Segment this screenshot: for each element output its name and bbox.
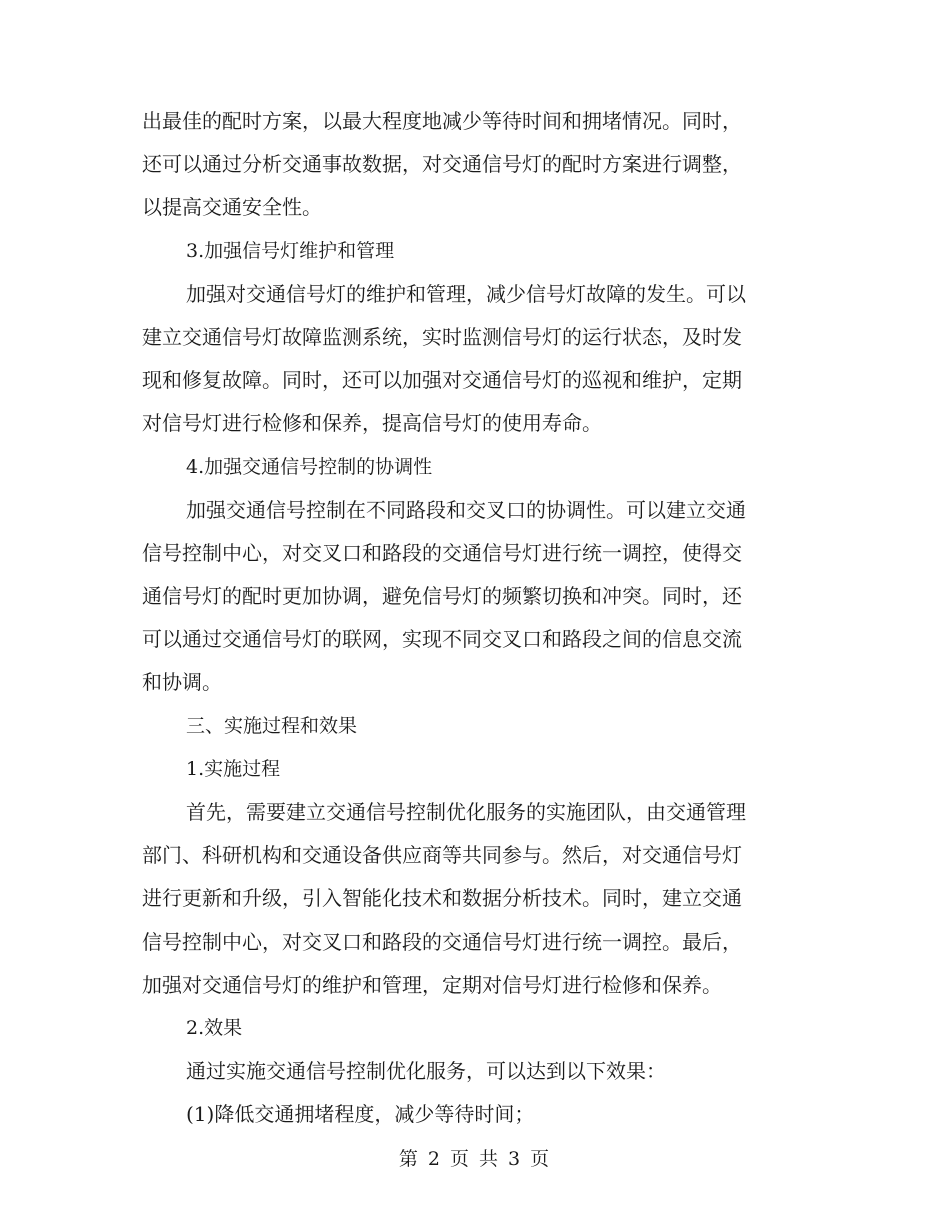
document-body: [142, 100, 807, 1137]
section-heading: 4.加强交通信号控制的协调性: [186, 455, 433, 478]
text-line: 以提高交通安全性。: [142, 195, 322, 220]
section-heading: 1.实施过程: [186, 757, 281, 780]
text-line: 对信号灯进行检修和保养，提高信号灯的使用寿命。: [142, 411, 602, 436]
text-line: 信号控制中心，对交叉口和路段的交通信号灯进行统一调控，使得交: [142, 540, 742, 565]
text-line: 出最佳的配时方案，以最大程度地减少等待时间和拥堵情况。同时，: [142, 109, 742, 133]
chapter-heading: 三、实施过程和效果: [186, 714, 358, 737]
text-line: 加强对交通信号灯的维护和管理，减少信号灯故障的发生。可以: [186, 281, 746, 306]
section-heading: 2.效果: [186, 1016, 243, 1039]
section-heading: 3.加强信号灯维护和管理: [186, 239, 395, 262]
text-line: 进行更新和升级，引入智能化技术和数据分析技术。同时，建立交通: [142, 886, 742, 911]
list-item: (1)降低交通拥堵程度，减少等待时间；: [186, 1102, 535, 1127]
text-line: 通信号灯的配时更加协调，避免信号灯的频繁切换和冲突。同时，还: [142, 584, 742, 609]
text-line: 可以通过交通信号灯的联网，实现不同交叉口和路段之间的信息交流: [142, 627, 742, 652]
text-line: 建立交通信号灯故障监测系统，实时监测信号灯的运行状态，及时发: [142, 324, 742, 349]
text-line: 和协调。: [142, 670, 222, 695]
text-line: 现和修复故障。同时，还可以加强对交通信号灯的巡视和维护，定期: [142, 368, 742, 393]
text-line: 加强交通信号控制在不同路段和交叉口的协调性。可以建立交通: [186, 497, 746, 522]
text-line: 通过实施交通信号控制优化服务，可以达到以下效果：: [186, 1059, 666, 1084]
text-line: 部门、科研机构和交通设备供应商等共同参与。然后，对交通信号灯: [142, 843, 742, 868]
text-line: 信号控制中心，对交叉口和路段的交通信号灯进行统一调控。最后，: [142, 929, 742, 954]
page-number-footer: 第 2 页 共 3 页: [398, 1148, 552, 1170]
text-line: 还可以通过分析交通事故数据，对交通信号灯的配时方案进行调整，: [142, 152, 742, 177]
text-line: 首先，需要建立交通信号控制优化服务的实施团队，由交通管理: [186, 800, 746, 824]
text-line: 加强对交通信号灯的维护和管理，定期对信号灯进行检修和保养。: [142, 972, 722, 997]
